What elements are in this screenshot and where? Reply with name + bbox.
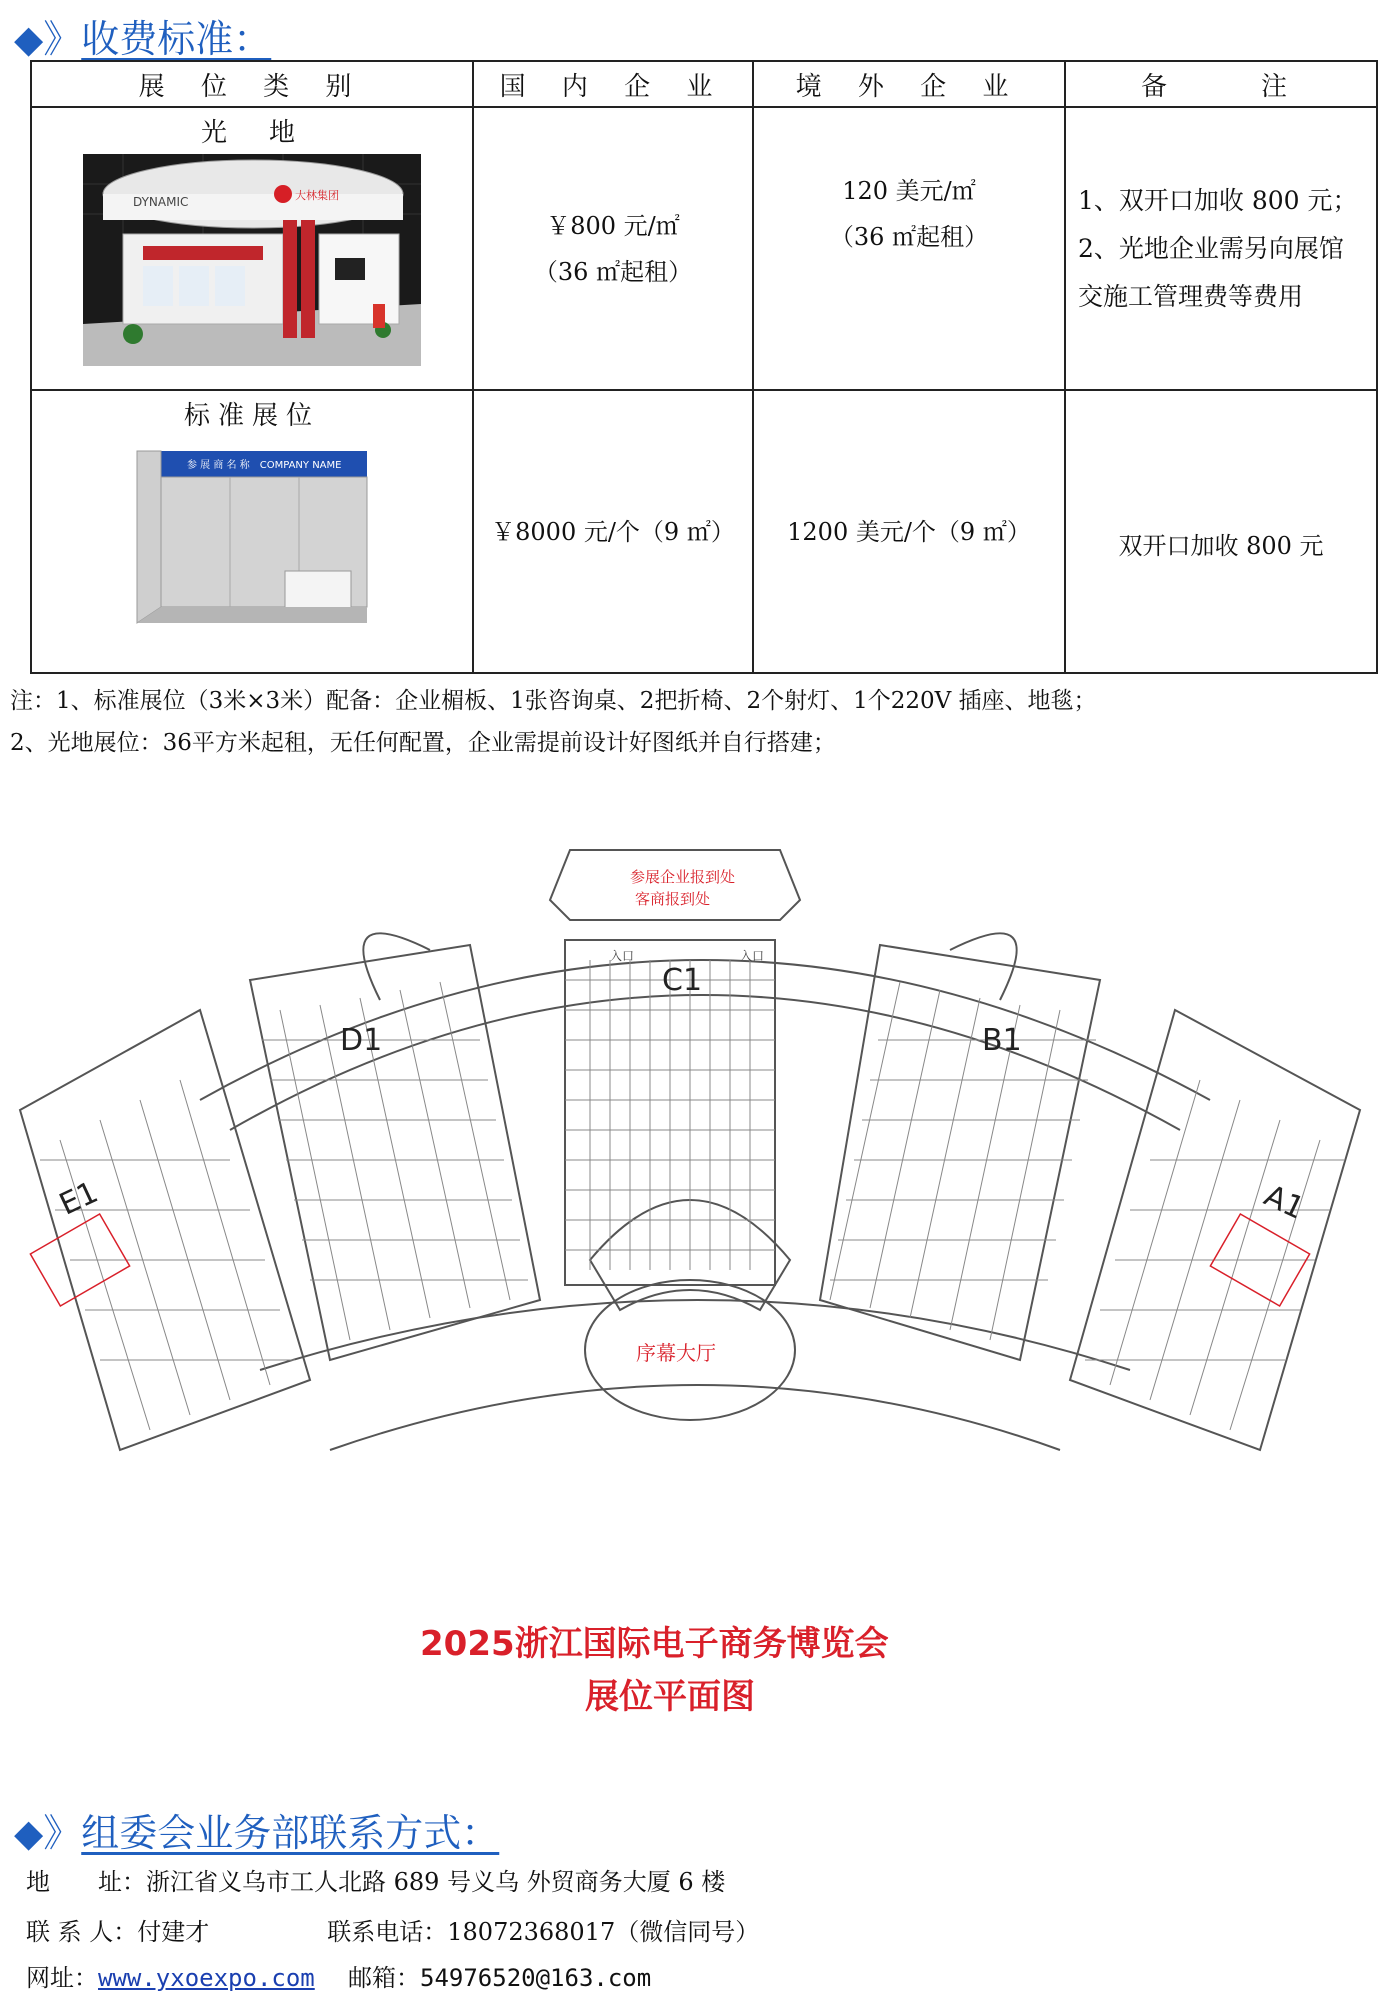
email-label: 邮箱：	[348, 1964, 420, 1992]
category-label: 光 地	[200, 118, 303, 148]
address-value: 浙江省义乌市工人北路 689 号义乌 外贸商务大厦 6 楼	[146, 1868, 726, 1896]
note-line: 交施工管理费等费用	[1078, 281, 1304, 311]
visitor-registration-label: 客商报到处	[635, 890, 711, 908]
header-category: 展 位 类 别	[31, 61, 473, 107]
hall-label-e1: E1	[54, 1174, 104, 1223]
person-label: 联 系 人：	[26, 1918, 138, 1946]
hall-label-b1: B1	[982, 1023, 1022, 1058]
booth-brand-text: 大林集团	[295, 189, 339, 202]
web-label: 网址：	[26, 1964, 98, 1992]
domestic-price-cell	[473, 107, 753, 390]
header-domestic: 国 内 企 业	[473, 61, 753, 107]
note-line: 1、双开口加收 800 元；	[1078, 185, 1358, 215]
diamond-icon: ◆》	[14, 17, 82, 61]
table-row	[31, 390, 1377, 673]
hall-label-a1: A1	[1258, 1178, 1310, 1227]
overseas-price-cell	[753, 390, 1065, 673]
table-row	[31, 107, 1377, 390]
email-value: 54976520@163.com	[420, 1964, 652, 1992]
fascia-text: 参 展 商 名 称 COMPANY NAME	[187, 460, 342, 471]
note-line: 双开口加收 800 元	[1118, 532, 1324, 560]
category-cell	[31, 107, 473, 390]
entrance-label: 入口	[610, 949, 635, 963]
header-notes: 备 注	[1065, 61, 1377, 107]
table-notes	[10, 680, 1097, 764]
section-title: 组委会业务部联系方式：	[81, 1811, 500, 1855]
contact-web-row	[26, 1958, 651, 1993]
section-heading-fees	[14, 8, 271, 63]
registration-label: 参展企业报到处	[630, 868, 736, 886]
hall-label-c1: C1	[662, 963, 703, 998]
table-header-row	[31, 61, 1377, 107]
domestic-price-cell	[473, 390, 753, 673]
phone-label: 联系电话：	[327, 1918, 448, 1946]
contact-person-row	[26, 1912, 759, 1947]
raw-space-booth-image	[83, 154, 421, 366]
diamond-icon: ◆》	[14, 1811, 82, 1855]
section-title: 收费标准：	[81, 17, 272, 61]
note-line: 2、光地企业需另向展馆	[1078, 233, 1344, 263]
standard-booth-image	[127, 437, 377, 637]
overseas-price-cell	[753, 107, 1065, 390]
domestic-price: ￥800 元/㎡	[546, 211, 680, 240]
fee-table	[30, 60, 1378, 674]
header-overseas: 境 外 企 业	[753, 61, 1065, 107]
hall-label-d1: D1	[340, 1023, 383, 1058]
domestic-min: （36 ㎡起租）	[533, 257, 693, 286]
note-line: 注：1、标准展位（3米×3米）配备：企业楣板、1张咨询桌、2把折椅、2个射灯、1个220V 插座、地毯；	[10, 688, 1097, 714]
phone-value: 18072368017（微信同号）	[447, 1918, 760, 1946]
overseas-min: （36 ㎡起租）	[829, 223, 989, 251]
person-value: 付建才	[137, 1918, 210, 1946]
website-link[interactable]: www.yxoexpo.com	[98, 1964, 315, 1992]
entrance-label: 入口	[740, 949, 765, 963]
plan-title: 2025浙江国际电子商务博览会	[420, 1624, 889, 1664]
overseas-price: 120 美元/㎡	[842, 177, 976, 205]
category-label: 标准展位	[183, 401, 320, 431]
notes-cell	[1065, 107, 1377, 390]
address-label: 地 址：	[26, 1868, 146, 1896]
section-heading-contact	[14, 1802, 499, 1857]
floor-plan	[0, 840, 1386, 1740]
lobby-label: 序幕大厅	[636, 1341, 716, 1365]
category-cell	[31, 390, 473, 673]
note-line: 2、光地展位：36平方米起租，无任何配置，企业需提前设计好图纸并自行搭建；	[10, 730, 836, 756]
contact-address-row	[26, 1862, 725, 1897]
booth-sign-text: DYNAMIC	[133, 195, 189, 209]
notes-cell	[1065, 390, 1377, 673]
plan-subtitle: 展位平面图	[585, 1677, 755, 1717]
domestic-price: ￥8000 元/个（9 ㎡）	[491, 517, 735, 546]
overseas-price: 1200 美元/个（9 ㎡）	[787, 517, 1031, 546]
